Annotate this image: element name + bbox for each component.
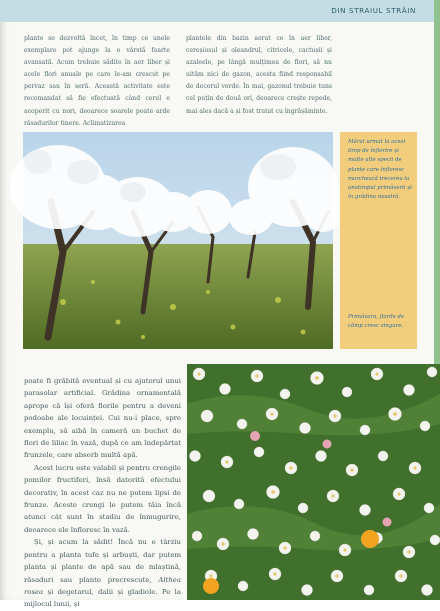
plant-name-italic: Althea rosea [24, 575, 181, 596]
orchard-photo [23, 132, 333, 349]
text-column-top-right: plantele din bazin aerat ce în aer liber, cereșiosul și oleandrul, citricele, cactușii și azaleele, pe lângă mulțimea de flori, să nu uităm nici de gazon, acesta fiind responsabil de decorul verde. În mai, gazonul trebuie tuns cel puțin de două ori, deoarece crește repede, mai ales dacă a și fost tratat cu îngrășăminte. [186, 35, 332, 115]
daisies-photo [187, 364, 440, 600]
text-column-bottom-left [24, 375, 181, 611]
paragraph-3-start: Și, și acum la sădit! Încă nu e târziu pentru a planta tufe și arbuști, dar putem planta și plante de apă sau de mlaștină, răsaduri sau plante precrescute, [24, 538, 181, 584]
paragraph-3 [24, 536, 181, 610]
paragraph-1: poate fi grăbită eventual și cu ajutorul unui parasolar artificial. Grădina ornamentală aprope că își oferă florile pentru a deveni podoabe ale locuinței. Cui nu-i place, spre exemplu, să aibă în cameră un buchet de flori de liliac în vază, după ce am îndepărtat frunzele, care absorb multă apă. [24, 377, 181, 460]
paragraph-3-end: și degetarul, dalii și gladiole. Pe la mijlocul lunii, și [24, 587, 181, 609]
text-column-top-left: plante se dezvoltă încet, în timp ce unele exemplare pot ajunge la o vârstă foarte avansată. Acum trebuie sădite în aer liber și acele flori anuale pe care le-am crescut pe pervaz sau în seră. Această activitate este recomandat să fie efectuată când cerul e acoperit cu nori, deoarece soarele poate arde răsadurilor tinere. Aclimatizarea [24, 35, 170, 127]
caption-panel [340, 132, 417, 349]
caption-daisies: Primăvara, florile de câmp cresc singure. [348, 314, 405, 330]
paragraph-2: Acest lucru este valabil și pentru crengile pomilor fructiferi, însă datorită efectului decorativ, în acest caz nu ne putem lipsi de frunze. Aceste crengi le putem tăia încă atunci cât sunt în stadiu de înmugurire, deoarece ele înfloresc în vază. [24, 463, 181, 534]
running-head: DIN STRAIUL STRĂIN [331, 6, 416, 15]
caption-orchard: Mărul urmat la acest timp de înflorire și multe alte specii de plante care înfloresc marchează trecerea la anotimpul primăverii și în grădina noastră. [348, 139, 412, 201]
